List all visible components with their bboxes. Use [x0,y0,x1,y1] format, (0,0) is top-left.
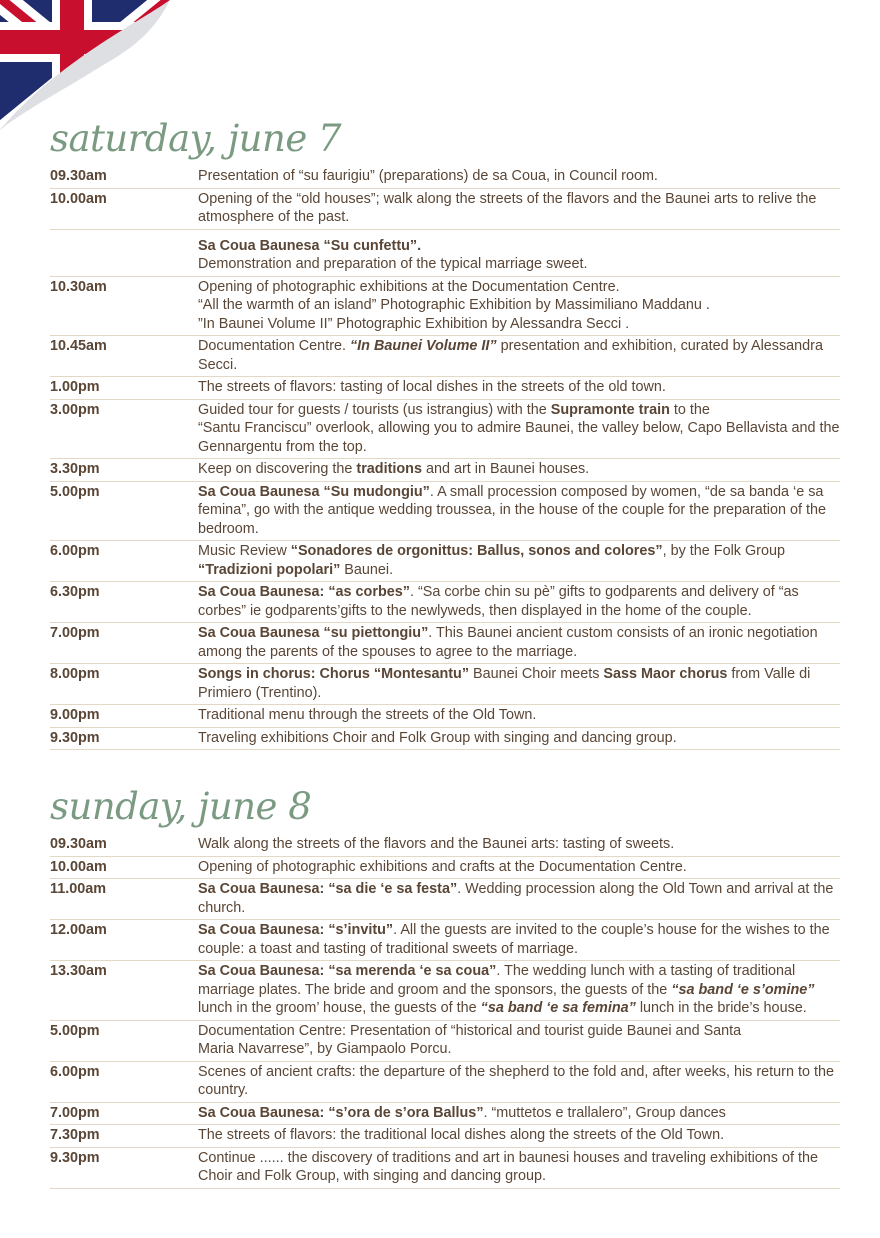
schedule-row [50,1103,840,1126]
schedule-row [50,1021,840,1062]
event-time: 10.00am [50,858,107,875]
event-time: 5.00pm [50,1022,100,1039]
event-description: Presentation of “su faurigiu” (preparations) de sa Coua, in Council room. [198,168,658,184]
schedule-row [50,541,840,582]
event-description: Traveling exhibitions Choir and Folk Group with singing and dancing group. [198,729,677,746]
event-time: 8.00pm [50,666,100,682]
schedule-row [50,166,840,189]
schedule-row [50,1125,840,1148]
event-description: Music Review “Sonadores de orgonittus: Ballus, sonos and colores”, by the Folk Group “Tradizioni popolari” Baunei. [198,543,785,578]
event-description: Songs in chorus: Chorus “Montesantu” Baunei Choir meets Sass Maor chorus from Valle di Primiero (Trentino). [198,666,811,701]
schedule-row [50,1062,840,1103]
event-description: Documentation Centre: Presentation of “historical and tourist guide Baunei and Santa Maria Navarrese”, by Giampaolo Porcu. [198,1022,742,1057]
event-time: 5.00pm [50,483,100,500]
event-time [50,237,198,274]
event-description: Sa Coua Baunesa “su piettongiu”. This Baunei ancient custom consists of an ironic negotiation among the parents of the spouses to agree to the marriage. [198,625,818,660]
schedule-row [50,482,840,542]
sunday-heading: sunday, june 8 [50,785,312,828]
schedule-row [50,920,840,961]
event-time: 3.30pm [50,461,100,477]
event-time: 7.30pm [50,1127,100,1143]
event-description: Scenes of ancient crafts: the departure of the shepherd to the fold and, after weeks, his return to the country. [198,1063,834,1098]
event-time: 6.00pm [50,1063,100,1080]
schedule-row [50,377,840,400]
event-time: 10.30am [50,278,107,295]
schedule-row [50,277,840,337]
event-description: Sa Coua Baunesa: “sa merenda ‘e sa coua”. The wedding lunch with a tasting of traditional marriage plates. The bride and groom and the sponsors, the guests of the “sa band ‘e s’omine” lunch in the groom’ house, the guests of the “sa band ‘e sa femina” lunch in the bride’s house. [198,963,815,1016]
event-description: Opening of photographic exhibitions at the Documentation Centre. “All the warmth of an island” Photographic Exhibition by Massimiliano Maddanu . ”In Baunei Volume II” Photographic Exhibition by Alessandra Secci . [198,278,710,332]
event-description: Sa Coua Baunesa: “s’ora de s’ora Ballus”. “muttetos e trallalero”, Group dances [198,1104,726,1121]
event-description: Sa Coua Baunesa: “sa die ‘e sa festa”. Wedding procession along the Old Town and arrival at the church. [198,881,834,916]
event-time: 12.00am [50,922,107,938]
schedule-row [50,664,840,705]
event-time: 1.00pm [50,379,100,395]
event-time: 3.00pm [50,401,100,418]
union-jack-flag-icon [0,0,170,135]
event-time: 7.00pm [50,625,100,641]
event-description: Opening of the “old houses”; walk along the streets of the flavors and the Baunei arts to relive the atmosphere of the past. [198,190,817,225]
event-description: Walk along the streets of the flavors and the Baunei arts: tasting of sweets. [198,836,675,852]
event-time: 11.00am [50,881,107,897]
schedule-row [50,236,840,277]
schedule-row [50,728,840,751]
schedule-row [50,336,840,377]
event-time: 9.30pm [50,1149,100,1166]
schedule-row [50,400,840,460]
event-description: Guided tour for guests / tourists (us istrangius) with the Supramonte train to the “Santu Franciscu” overlook, allowing you to admire Baunei, the valley below, Capo Bellavista and the Gennargentu from the top. [198,401,840,455]
event-time: 13.30am [50,963,107,979]
event-time: 09.30am [50,836,107,852]
event-description: Keep on discovering the traditions and art in Baunei houses. [198,461,590,477]
saturday-schedule [50,166,840,750]
event-time: 09.30am [50,168,107,184]
event-time: 9.00pm [50,707,100,723]
event-time: 6.00pm [50,543,100,559]
event-description: The streets of flavors: tasting of local dishes in the streets of the old town. [198,379,666,395]
event-time: 10.45am [50,338,107,354]
event-description: Continue ...... the discovery of traditions and art in baunesi houses and traveling exhibitions of the Choir and Folk Group, with singing and dancing group. [198,1149,818,1184]
schedule-row [50,834,840,857]
event-description: Traditional menu through the streets of the Old Town. [198,707,537,723]
schedule-row [50,961,840,1021]
sunday-schedule [50,834,840,1189]
schedule-row [50,1148,840,1189]
event-time: 6.30pm [50,584,100,600]
schedule-row [50,623,840,664]
event-time: 10.00am [50,190,107,207]
event-description: Sa Coua Baunesa “Su cunfettu”. Demonstration and preparation of the typical marriage sweet. [198,237,588,272]
schedule-row [50,189,840,230]
event-description: Sa Coua Baunesa: “as corbes”. “Sa corbe chin su pè” gifts to godparents and delivery of “as corbes” ie godparents’gifts to the newlyweds, then displayed in the home of the couple. [198,584,799,619]
event-time: 9.30pm [50,729,100,746]
schedule-row [50,879,840,920]
event-description: Sa Coua Baunesa: “s’invitu”. All the guests are invited to the couple’s house for the wishes to the couple: a toast and tasting of traditional sweets of marriage. [198,922,830,957]
schedule-row [50,857,840,880]
schedule-row [50,705,840,728]
event-description: Documentation Centre. “In Baunei Volume II” presentation and exhibition, curated by Alessandra Secci. [198,338,823,373]
event-time: 7.00pm [50,1104,100,1121]
schedule-row [50,582,840,623]
saturday-heading: saturday, june 7 [50,117,342,160]
schedule-row [50,459,840,482]
event-description: Opening of photographic exhibitions and crafts at the Documentation Centre. [198,858,687,875]
event-description: Sa Coua Baunesa “Su mudongiu”. A small procession composed by women, “de sa banda ‘e sa femina”, go with the antique wedding trousseа, in the house of the couple for the preparation of the bedroom. [198,483,827,537]
event-description: The streets of flavors: the traditional local dishes along the streets of the Old Town. [198,1127,725,1143]
